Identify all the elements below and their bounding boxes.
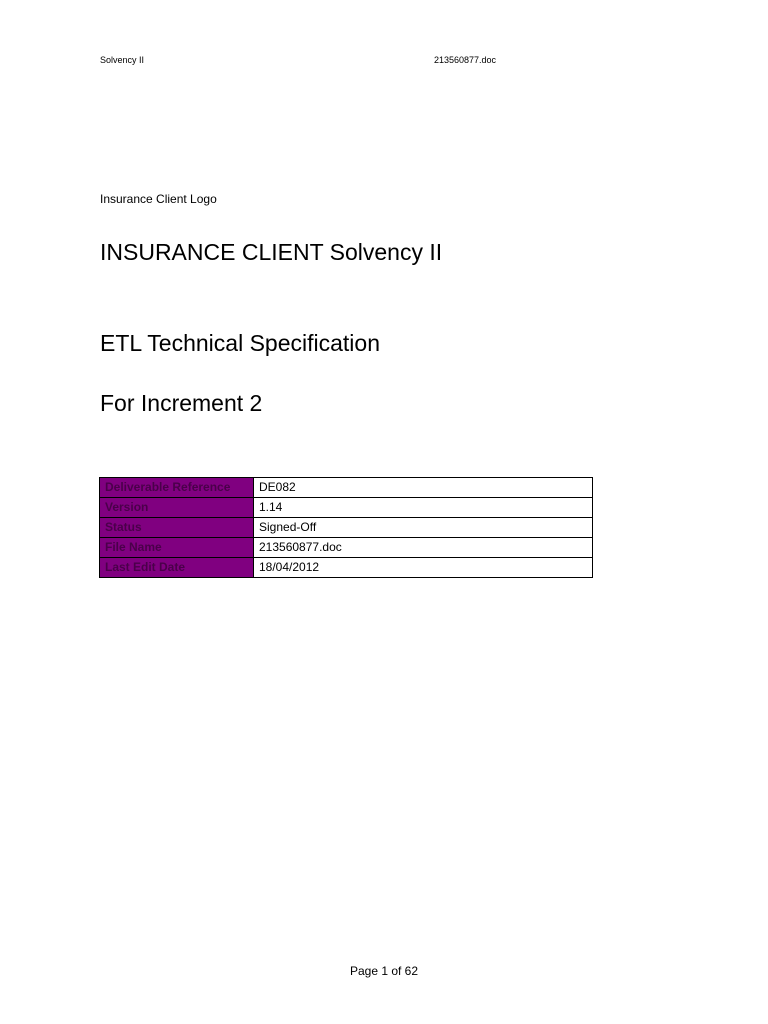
table-row	[100, 478, 593, 498]
property-value: 1.14	[254, 498, 593, 518]
property-value: 18/04/2012	[254, 558, 593, 578]
property-value: 213560877.doc	[254, 538, 593, 558]
document-subtitle: ETL Technical Specification	[100, 330, 380, 356]
page-number: Page 1 of 62	[349, 964, 419, 978]
property-value: Signed-Off	[254, 518, 593, 538]
property-key: File Name	[100, 538, 254, 558]
document-properties-table	[99, 477, 593, 578]
table-row	[100, 538, 593, 558]
table-row	[100, 518, 593, 538]
property-key: Status	[100, 518, 254, 538]
document-increment: For Increment 2	[100, 390, 263, 416]
property-key: Last Edit Date	[100, 558, 254, 578]
table-row	[100, 558, 593, 578]
property-value: DE082	[254, 478, 593, 498]
document-title: INSURANCE CLIENT Solvency II	[100, 239, 443, 265]
header-right-filename: 213560877.doc	[434, 55, 497, 65]
property-key: Version	[100, 498, 254, 518]
property-key: Deliverable Reference	[100, 478, 254, 498]
header-left-text: Solvency II	[100, 55, 145, 65]
client-logo-placeholder: Insurance Client Logo	[100, 192, 217, 206]
table-row	[100, 498, 593, 518]
